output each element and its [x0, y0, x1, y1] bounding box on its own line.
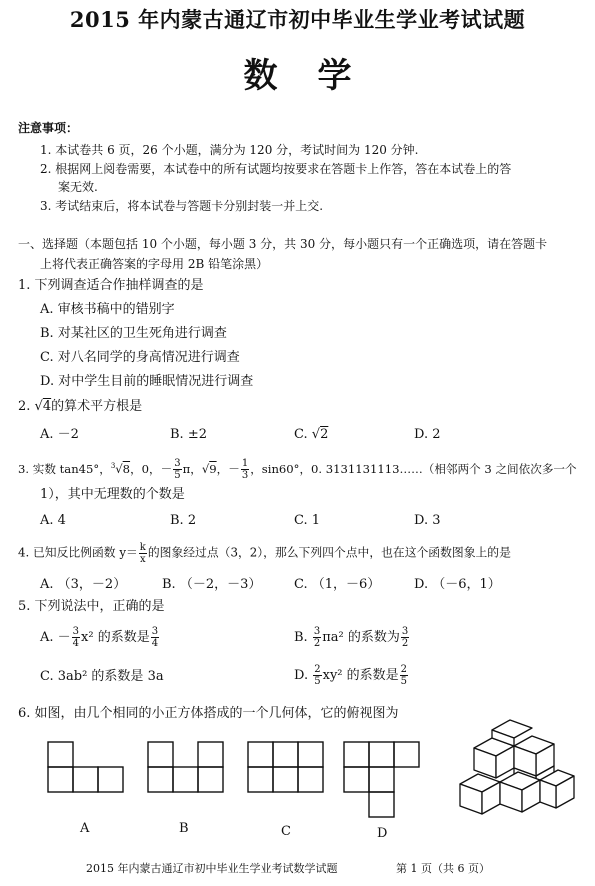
sqrt-symbol: √ [115, 461, 123, 476]
numerator: 3 [174, 458, 181, 470]
q2-option-c-letter: C. [294, 427, 308, 442]
q2-sqrt-arg: 4 [42, 399, 52, 414]
q1-option-b: B. 对某社区的卫生死角进行调查 [40, 326, 227, 341]
grid-cell [148, 767, 173, 792]
q5-b-fraction [313, 626, 321, 649]
q5-option-a [40, 626, 160, 649]
footer-page-number: 第 1 页（共 6 页） [396, 862, 490, 875]
grid-cell [273, 742, 298, 767]
numerator: 2 [400, 664, 408, 675]
q3-sqrt9-arg: 9 [209, 461, 217, 476]
section-heading-line2: 上将代表正确答案的字母用 2B 铅笔涂黑） [40, 257, 269, 271]
q4-option-a: A. （3，－2） [40, 577, 127, 592]
q6-label-b: B [179, 821, 189, 836]
grid-cell [394, 742, 419, 767]
q5-stem: 5. 下列说法中，正确的是 [18, 599, 165, 614]
q3-stem-line1: 3. 实数 tan45°，$^3$√8，0，－ $\frac{3}{5}$ π，√9，－ $\frac{1}{3}$ ，sin60°，0. 3131131113……（相邻两个 3 之间依次多一个 [18, 458, 577, 482]
section-heading-line1: 一、选择题（本题包括 10 个小题，每小题 3 分，共 30 分，每小题只有一个正确选项，请在答题卡 [18, 237, 548, 251]
exam-title: 2015 年内蒙古通辽市初中毕业生学业考试试题 [69, 7, 526, 32]
numerator: 2 [314, 664, 321, 675]
q3-fraction-2 [241, 458, 249, 481]
q1-option-a: A. 审核书稿中的错别字 [40, 302, 175, 317]
q6-figure-d [342, 740, 422, 822]
q3-fraction-1 [173, 458, 181, 481]
subject-title: 数学 [243, 56, 392, 96]
denominator: 4 [72, 638, 80, 649]
q5-option-c: C. 3ab² 的系数是 3a [40, 669, 164, 684]
grid-cell [369, 792, 394, 817]
q2-stem [18, 398, 142, 416]
note-item-1: 1. 本试卷共 6 页，26 个小题，满分为 120 分，考试时间为 120 分钟. [40, 143, 419, 157]
q5-b-result-fraction [401, 626, 409, 649]
q1-stem: 1. 下列调查适合作抽样调查的是 [18, 278, 204, 293]
q5-d-fraction [313, 664, 321, 687]
q2-number: 2. [18, 399, 31, 414]
q4-option-b: B. （－2，－3） [162, 577, 262, 592]
grid-cell [273, 767, 298, 792]
grid-cell [369, 742, 394, 767]
notes-heading: 注意事项： [18, 121, 79, 135]
q4-stem [18, 542, 511, 565]
numerator: 3 [401, 626, 409, 637]
q3-mid2: ，－ [216, 461, 240, 476]
q6-stem: 6. 如图，由几个相同的小正方体搭成的一个几何体，它的俯视图为 [18, 706, 399, 721]
grid-cell [198, 767, 223, 792]
note-item-2-cont: 案无效. [58, 180, 98, 194]
grid-cell [148, 742, 173, 767]
q2-option-b: B. ±2 [170, 427, 207, 442]
grid-cell [344, 742, 369, 767]
grid-cell [248, 742, 273, 767]
q1-option-c: C. 对八名同学的身高情况进行调查 [40, 350, 240, 365]
q2-option-d: D. 2 [414, 427, 441, 442]
grid-cell [248, 767, 273, 792]
q5-b-mid: πa² 的系数为 [322, 630, 400, 645]
q4-fraction [139, 542, 147, 565]
grid-cell [369, 767, 394, 792]
q4-option-c: C. （1，－6） [294, 577, 381, 592]
grid-cell [344, 767, 369, 792]
q3-pi: π， [182, 461, 202, 476]
q4-end: 的图象经过点（3，2），那么下列四个点中，也在这个函数图象上的是 [147, 545, 511, 560]
q6-figure-a [46, 740, 126, 795]
q6-label-a: A [80, 821, 90, 836]
grid-cell [48, 742, 73, 767]
denominator: x [140, 554, 146, 565]
q2-option-c [294, 426, 328, 444]
denominator: 2 [401, 638, 409, 649]
q5-d-prefix: D. [294, 668, 309, 683]
denominator: 2 [313, 638, 321, 649]
q3-stem-line2: 1），其中无理数的个数是 [40, 487, 185, 502]
q3-end: ，sin60°，0. 3131131113……（相邻两个 3 之间依次多一个 [250, 461, 577, 476]
denominator: 5 [174, 470, 181, 482]
q4-start: 4. 已知反比例函数 y＝ [18, 545, 138, 560]
q6-label-c: C [281, 824, 291, 839]
numerator: 3 [72, 626, 80, 637]
q5-d-mid: xy² 的系数是 [322, 668, 399, 683]
numerator: 3 [313, 626, 321, 637]
q5-a-prefix: A. － [40, 630, 71, 645]
q1-option-d: D. 对中学生目前的睡眠情况进行调查 [40, 374, 254, 389]
q5-a-mid: x² 的系数是 [81, 630, 150, 645]
q3-option-c: C. 1 [294, 513, 321, 528]
q2-option-c-arg: 2 [320, 427, 329, 442]
note-item-3: 3. 考试结束后，将本试卷与答题卡分别封装一并上交. [40, 199, 324, 213]
note-item-2: 2. 根据网上阅卷需要，本试卷中的所有试题均按要求在答题卡上作答，答在本试卷上的答 [40, 162, 512, 176]
sqrt-symbol: √ [201, 461, 210, 476]
q4-option-d: D. （－6，1） [414, 577, 501, 592]
q3-cbrt-arg: 8 [122, 461, 131, 476]
q3-mid: ，0，－ [130, 461, 173, 476]
grid-cell [48, 767, 73, 792]
denominator: 5 [400, 676, 408, 687]
q3-option-d: D. 3 [414, 513, 441, 528]
q6-solid-figure [452, 712, 580, 828]
numerator: 3 [151, 626, 159, 637]
q5-a-fraction [72, 626, 80, 649]
grid-cell [298, 742, 323, 767]
q2-stem-tail: 的算术平方根是 [51, 399, 143, 414]
q5-b-prefix: B. [294, 630, 308, 645]
sqrt-symbol: √ [311, 427, 321, 442]
q3-option-b: B. 2 [170, 513, 197, 528]
q5-a-result-fraction [151, 626, 159, 649]
q5-option-b [294, 626, 410, 649]
q6-label-d: D [377, 826, 388, 841]
footer-exam-name: 2015 年内蒙古通辽市初中毕业生学业考试数学试题 [86, 862, 338, 875]
q2-option-a: A. －2 [40, 427, 79, 442]
grid-cell [173, 767, 198, 792]
q5-option-d [294, 664, 409, 687]
sqrt-symbol: √ [34, 399, 43, 414]
numerator: k [139, 542, 146, 553]
grid-cell [98, 767, 123, 792]
denominator: 4 [151, 638, 159, 649]
q5-d-result-fraction [400, 664, 408, 687]
numerator: 1 [241, 458, 249, 470]
grid-cell [298, 767, 323, 792]
denominator: 3 [241, 470, 249, 482]
q3-start: 3. 实数 tan45°， [18, 461, 111, 476]
q6-figure-c [246, 740, 326, 795]
q3-option-a: A. 4 [40, 513, 66, 528]
grid-cell [73, 767, 98, 792]
grid-cell [198, 742, 223, 767]
q6-figure-b [146, 740, 226, 795]
denominator: 5 [314, 676, 321, 687]
